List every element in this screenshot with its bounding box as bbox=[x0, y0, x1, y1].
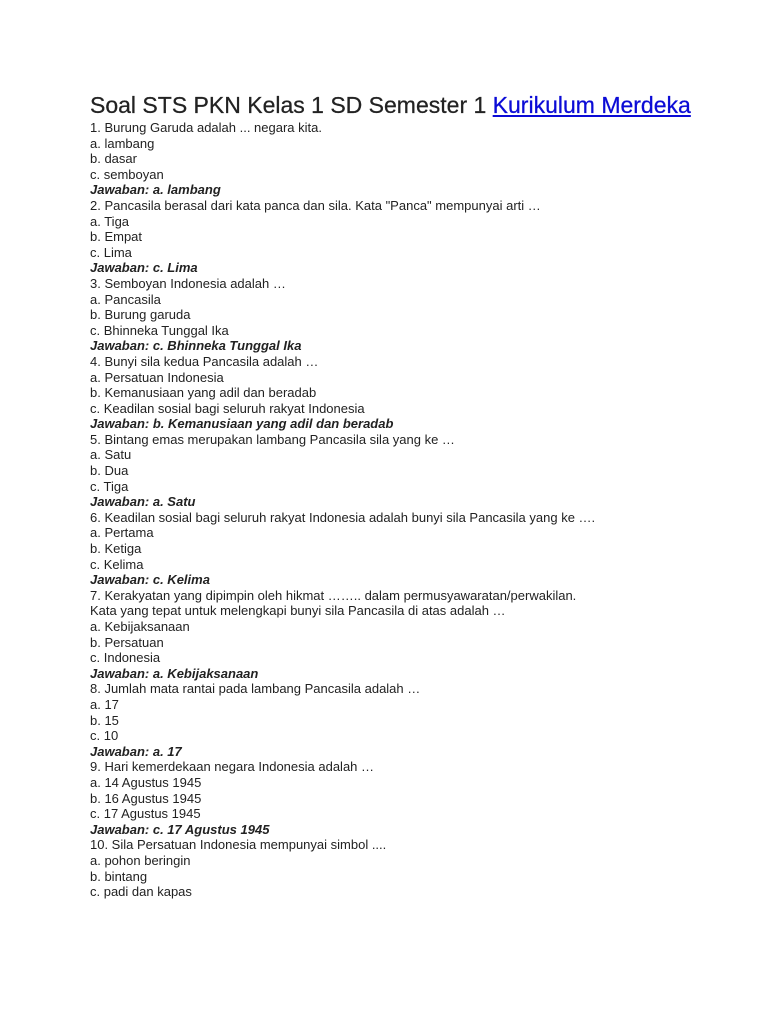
option-line: c. Indonesia bbox=[90, 650, 161, 666]
option-line: c. padi dan kapas bbox=[90, 884, 192, 900]
option-line: b. 16 Agustus 1945 bbox=[90, 790, 202, 806]
question-line: 10. Sila Persatuan Indonesia mempunyai simbol .... bbox=[90, 837, 387, 853]
kurikulum-merdeka-link[interactable]: Kurikulum Merdeka bbox=[492, 92, 691, 118]
option-line: c. Lima bbox=[90, 244, 132, 260]
option-line: a. lambang bbox=[90, 135, 155, 151]
option-line: a. 17 bbox=[90, 696, 119, 712]
option-line: a. 14 Agustus 1945 bbox=[90, 774, 202, 790]
page-title bbox=[90, 92, 730, 119]
answer-line: Jawaban: c. Bhinneka Tunggal Ika bbox=[90, 338, 302, 354]
option-line: b. 15 bbox=[90, 712, 119, 728]
option-line: c. Keadilan sosial bagi seluruh rakyat Indonesia bbox=[90, 400, 365, 416]
document-page bbox=[90, 92, 730, 900]
question-line: 5. Bintang emas merupakan lambang Pancasila sila yang ke … bbox=[90, 431, 455, 447]
answer-line: Jawaban: c. 17 Agustus 1945 bbox=[90, 821, 270, 837]
question-list bbox=[90, 120, 730, 900]
option-line: a. pohon beringin bbox=[90, 852, 191, 868]
option-line: c. Bhinneka Tunggal Ika bbox=[90, 322, 229, 338]
answer-line: Jawaban: a. 17 bbox=[90, 743, 182, 759]
option-line: c. semboyan bbox=[90, 166, 164, 182]
answer-line: Jawaban: b. Kemanusiaan yang adil dan beradab bbox=[90, 416, 394, 432]
question-line: Kata yang tepat untuk melengkapi bunyi sila Pancasila di atas adalah … bbox=[90, 603, 506, 619]
page-title-text: Soal STS PKN Kelas 1 SD Semester 1 bbox=[90, 92, 493, 118]
option-line: b. Persatuan bbox=[90, 634, 164, 650]
option-line: a. Tiga bbox=[90, 213, 130, 229]
question-line: 9. Hari kemerdekaan negara Indonesia adalah … bbox=[90, 759, 375, 775]
question-line: 2. Pancasila berasal dari kata panca dan sila. Kata "Panca" mempunyai arti … bbox=[90, 197, 541, 213]
question-line: 8. Jumlah mata rantai pada lambang Pancasila adalah … bbox=[90, 681, 421, 697]
option-line: c. 10 bbox=[90, 728, 119, 744]
answer-line: Jawaban: a. Satu bbox=[90, 494, 196, 510]
answer-line: Jawaban: c. Lima bbox=[90, 260, 198, 276]
option-line: a. Pertama bbox=[90, 525, 154, 541]
option-line: b. dasar bbox=[90, 151, 137, 167]
question-line: 4. Bunyi sila kedua Pancasila adalah … bbox=[90, 353, 319, 369]
option-line: a. Satu bbox=[90, 447, 132, 463]
option-line: b. Ketiga bbox=[90, 541, 142, 557]
option-line: b. Kemanusiaan yang adil dan beradab bbox=[90, 385, 317, 401]
answer-line: Jawaban: c. Kelima bbox=[90, 572, 210, 588]
answer-line: Jawaban: a. Kebijaksanaan bbox=[90, 665, 259, 681]
option-line: b. Empat bbox=[90, 229, 143, 245]
option-line: c. 17 Agustus 1945 bbox=[90, 806, 201, 822]
answer-line: Jawaban: a. lambang bbox=[90, 182, 221, 198]
option-line: c. Kelima bbox=[90, 556, 144, 572]
question-line: 1. Burung Garuda adalah ... negara kita. bbox=[90, 120, 322, 135]
question-line: 6. Keadilan sosial bagi seluruh rakyat Indonesia adalah bunyi sila Pancasila yang ke …. bbox=[90, 509, 596, 525]
option-line: a. Kebijaksanaan bbox=[90, 619, 190, 634]
option-line: a. Pancasila bbox=[90, 291, 161, 307]
question-line: 3. Semboyan Indonesia adalah … bbox=[90, 275, 286, 291]
option-line: b. Dua bbox=[90, 463, 129, 479]
option-line: b. bintang bbox=[90, 868, 148, 884]
question-line: 7. Kerakyatan yang dipimpin oleh hikmat …….. dalam permusyawaratan/perwakilan. bbox=[90, 587, 577, 603]
option-line: b. Burung garuda bbox=[90, 307, 191, 323]
option-line: c. Tiga bbox=[90, 478, 129, 494]
option-line: a. Persatuan Indonesia bbox=[90, 369, 224, 385]
